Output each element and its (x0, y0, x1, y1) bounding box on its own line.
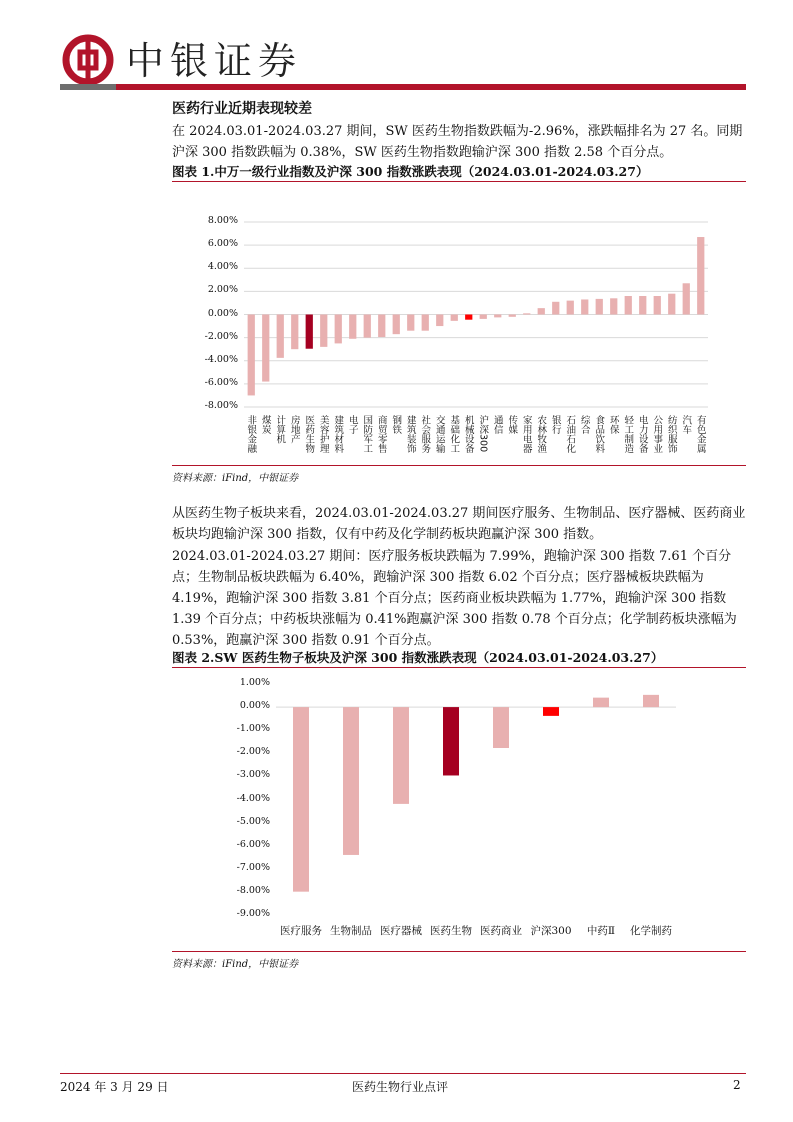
x-category-label: 基础化工 (448, 415, 460, 453)
footer-date: 2024 年 3 月 29 日 (60, 1080, 169, 1094)
x-category-label: 建筑材料 (332, 415, 344, 453)
y-tick-label: 2.00% (207, 284, 238, 296)
x-category-label: 医药生物 (430, 925, 472, 937)
x-category-label: 环保 (607, 415, 619, 434)
x-category-label: 电力设备 (636, 415, 648, 453)
x-category-label: 交通运输 (433, 415, 445, 453)
figure-2-rule-top (172, 667, 746, 668)
figure-1-rule-top (172, 181, 746, 182)
section-title: 医药行业近期表现较差 (172, 101, 312, 117)
y-tick-label: -5.00% (236, 815, 270, 827)
x-category-label: 食品饮料 (593, 415, 605, 453)
y-tick-label: -6.00% (236, 838, 270, 850)
x-category-label: 计算机 (274, 415, 286, 444)
x-category-label: 钢铁 (390, 415, 402, 434)
figure-2-source: 资料来源：iFind，中银证券 (172, 959, 299, 970)
footer-rule (60, 1073, 746, 1074)
x-category-label: 医药商业 (480, 925, 522, 937)
x-category-label: 公用事业 (651, 415, 663, 453)
figure-1-title: 图表 1.中万一级行业指数及沪深 300 指数涨跌表现（2024.03.01-2024.03.27） (172, 164, 649, 179)
paragraph-2: 从医药生物子板块来看，2024.03.01-2024.03.27 期间医疗服务、生物制品、医疗器械、医药商业板块均跑输沪深 300 指数，仅有中药及化学制药板块跑赢沪深 300 指数。 (172, 506, 746, 542)
x-category-label: 沪深300 (530, 925, 572, 937)
y-tick-label: -4.00% (236, 792, 270, 804)
paragraph-1: 在 2024.03.01-2024.03.27 期间，SW 医药生物指数跌幅为-2.96%，涨跌幅排名为 27 名。同期沪深 300 指数跌幅为 0.38%，SW 医药生物指数跑输沪深 300 指数 2.58 个百分点。 (172, 124, 743, 160)
x-category-label: 房地产 (288, 415, 300, 444)
x-category-label: 国防军工 (361, 415, 373, 453)
figure-2-title: 图表 2.SW 医药生物子板块及沪深 300 指数涨跌表现（2024.03.01-2024.03.27） (172, 650, 664, 665)
header-rule-red (116, 84, 746, 90)
y-tick-label: -7.00% (236, 861, 270, 873)
x-category-label: 机械设备 (462, 415, 474, 453)
boc-logo-icon (62, 34, 114, 86)
y-tick-label: 8.00% (207, 215, 238, 226)
y-tick-label: 4.00% (207, 261, 238, 273)
x-category-label: 化学制药 (630, 925, 672, 937)
x-category-label: 轻工制造 (622, 415, 634, 453)
x-category-label: 家用电器 (520, 415, 532, 453)
x-category-label: 通信 (491, 415, 503, 434)
y-tick-label: -1.00% (236, 723, 270, 735)
x-category-label: 中药Ⅱ (586, 925, 616, 937)
y-tick-label: -2.00% (236, 746, 270, 758)
x-category-label: 有色金属 (694, 415, 706, 453)
x-category-label: 煤炭 (259, 415, 271, 434)
x-category-label: 银行 (549, 415, 561, 434)
x-category-label: 生物制品 (330, 925, 372, 937)
figure-1-rule-bottom (172, 465, 746, 466)
y-tick-label: -3.00% (236, 769, 270, 781)
x-category-label: 电子 (346, 415, 358, 434)
x-category-label: 社会服务 (419, 415, 431, 453)
x-category-label: 医疗服务 (280, 925, 322, 937)
x-category-label: 美容护理 (317, 415, 329, 453)
x-category-label: 农林牧渔 (535, 415, 547, 453)
figure-1-source: 资料来源：iFind，中银证券 (172, 473, 299, 484)
x-category-label: 石油石化 (564, 415, 576, 453)
figure-2-rule-bottom (172, 951, 746, 952)
x-category-label: 沪深300 (477, 415, 489, 453)
y-tick-label: 0.00% (239, 700, 270, 712)
y-tick-label: -4.00% (204, 353, 238, 365)
y-tick-label: 0.00% (207, 307, 238, 319)
x-category-label: 汽车 (680, 415, 692, 434)
y-tick-label: -8.00% (236, 884, 270, 896)
x-category-label: 建筑装饰 (404, 415, 416, 453)
chart-2-category-labels (172, 670, 746, 950)
y-tick-label: -8.00% (204, 400, 238, 411)
x-category-label: 纺织服饰 (665, 415, 677, 453)
paragraph-3: 2024.03.01-2024.03.27 期间：医疗服务板块跌幅为 7.99%，跑输沪深 300 指数 7.61 个百分点；生物制品板块跌幅为 6.40%，跑输沪深 300 指数 6.02 个百分点；医疗器械板块跌幅为 4.19%，跑输沪深 300 指数 3.81 个百分点；医药商业板块跌幅为 1.77%，跑输沪深 300 指数 1.39 个百分点；中药板块涨幅为 0.41%跑赢沪深 300 指数 0.78 个百分点；化学制药板块涨幅为 0.53%，跑赢沪深 300 指数 0.91 个百分点。 (172, 549, 737, 648)
brand-name: 中银证券 (126, 39, 303, 83)
x-category-label: 传媒 (506, 415, 518, 434)
x-category-label: 综合 (578, 415, 590, 434)
x-category-label: 非银金融 (245, 415, 257, 453)
footer-page-number: 2 (733, 1078, 741, 1092)
y-tick-label: -9.00% (236, 908, 270, 919)
y-tick-label: -2.00% (204, 330, 238, 342)
y-tick-label: -6.00% (204, 376, 238, 388)
header-rule-grey (60, 84, 116, 90)
x-category-label: 医疗器械 (380, 925, 422, 937)
chart-1-category-labels (172, 200, 746, 470)
y-tick-label: 1.00% (239, 677, 270, 688)
x-category-label: 商贸零售 (375, 415, 387, 453)
y-tick-label: 6.00% (207, 238, 238, 250)
x-category-label: 医药生物 (303, 415, 315, 453)
footer-doc-type: 医药生物行业点评 (352, 1080, 449, 1094)
